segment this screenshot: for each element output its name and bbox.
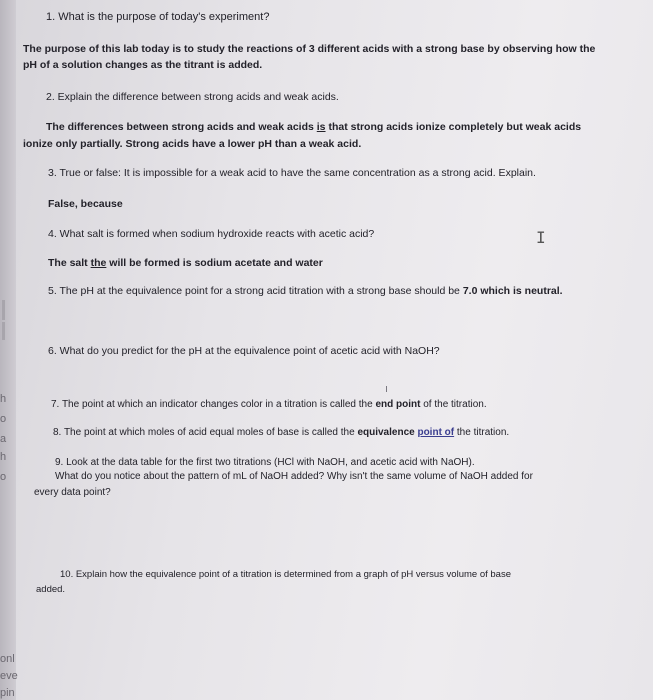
question-9-line-1: 9. Look at the data table for the first two titrations (HCl with NaOH, and acetic acid with NaOH). [55,457,475,468]
edge-fragment: o [0,413,7,425]
answer-2-text: that strong acids ionize completely but weak acids [325,121,582,133]
question-8-text: 8. The point at which moles of acid equal moles of base is called the [53,427,358,438]
question-10-line-2: added. [36,584,66,595]
answer-4-text: The salt [48,257,91,269]
answer-7: end point [375,399,421,410]
answer-3: False, because [48,198,123,210]
question-8 [53,426,509,440]
question-1: 1. What is the purpose of today's experiment? [46,11,270,23]
question-7-text: 7. The point at which an indicator changes color in a titration is called the [51,399,376,410]
question-7 [51,398,487,412]
answer-4 [48,256,323,270]
answer-4-text: will be formed is sodium acetate and water [106,257,323,269]
question-10-line-1: 10. Explain how the equivalence point of a titration is determined from a graph of pH versus volume of base [60,569,511,580]
question-3: 3. True or false: It is impossible for a weak acid to have the same concentration as a strong acid. Explain. [48,167,536,179]
answer-2-line-1 [46,120,581,134]
edge-fragment: h [0,451,7,463]
answer-8: equivalence [357,427,418,438]
answer-5: 7.0 which is neutral. [462,285,563,297]
question-4: 4. What salt is formed when sodium hydroxide reacts with acetic acid? [48,228,375,240]
text-cursor-icon: I [536,228,546,247]
question-5 [48,284,563,298]
answer-2-line-2: ionize only partially. Strong acids have a lower pH than a weak acid. [23,138,362,150]
question-9-line-2: What do you notice about the pattern of mL of NaOH added? Why isn't the same volume of NaOH added for [55,471,533,482]
answer-1-line-2: pH of a solution changes as the titrant is added. [23,59,263,71]
answer-8-link[interactable]: point of [417,427,455,438]
question-9-line-3: every data point? [34,487,111,498]
answer-2-underlined-word: is [316,121,326,133]
edge-fragment: a [0,433,7,445]
question-6: 6. What do you predict for the pH at the equivalence point of acetic acid with NaOH? [48,345,440,357]
edge-fragment: o [0,471,7,483]
answer-2-text: The differences between strong acids and weak acids [46,121,317,133]
edge-fragment: h [0,393,7,405]
answer-4-underlined-word: the [90,257,107,269]
question-7-text: of the titration. [420,399,487,410]
question-5-text: 5. The pH at the equivalence point for a strong acid titration with a strong base should be [48,285,463,297]
answer-1-line-1: The purpose of this lab today is to study the reactions of 3 different acids with a strong base by observing how the [23,43,596,55]
edge-mark [2,322,5,340]
pen-mark [386,386,387,392]
adjacent-page-edge [0,0,16,700]
edge-fragment: onl [0,653,15,665]
edge-fragment: pin [0,687,15,699]
question-2: 2. Explain the difference between strong acids and weak acids. [46,91,339,103]
edge-fragment: eve [0,670,18,682]
question-8-text: the titration. [454,427,510,438]
edge-mark [2,300,5,320]
